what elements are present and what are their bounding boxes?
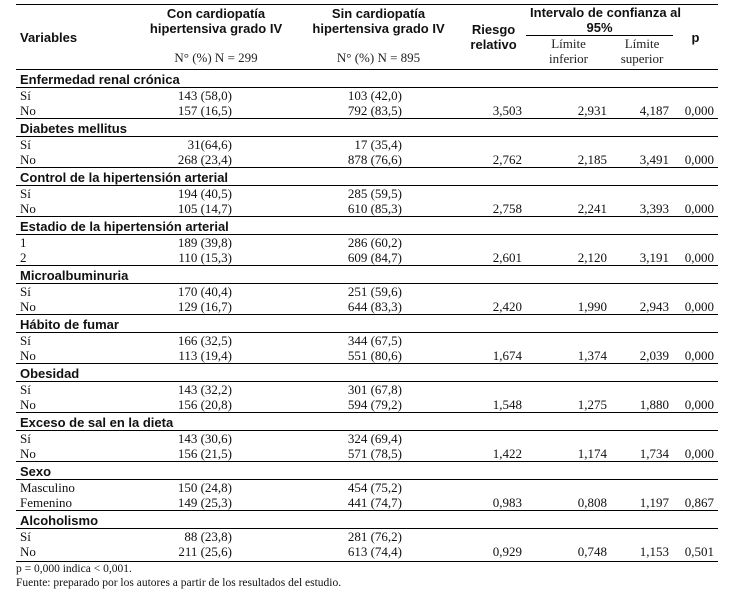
- rr-value: 2,420: [492, 299, 523, 314]
- spacer: [406, 137, 461, 153]
- p-value: 0,000: [684, 446, 715, 461]
- p-value: [673, 88, 718, 104]
- rr-value: [461, 137, 526, 153]
- spacer: [406, 235, 461, 251]
- lower-limit-value: [526, 529, 611, 545]
- table-row: [16, 397, 718, 413]
- spacer: [406, 333, 461, 349]
- header-con-line2: hipertensiva grado IV: [149, 20, 283, 36]
- results-table-container: [16, 4, 718, 590]
- rr-value: 2,762: [492, 152, 523, 167]
- header-ic: [526, 5, 682, 36]
- rr-value: [461, 88, 526, 104]
- table-row: [16, 348, 718, 364]
- con-value: 149 (25,3): [177, 495, 232, 510]
- con-value: 88 (23,8): [184, 529, 232, 544]
- lower-limit-value: [526, 186, 611, 202]
- upper-limit-value: 1,153: [639, 544, 670, 559]
- row-label: No: [20, 397, 36, 412]
- rr-value: 1,548: [492, 397, 523, 412]
- lower-limit-value: 2,931: [577, 103, 608, 118]
- header-sin-line1: Sin cardiopatía: [331, 5, 426, 21]
- spacer: [236, 250, 296, 266]
- spacer: [406, 250, 461, 266]
- spacer: [236, 480, 296, 496]
- sin-value: 644 (83,3): [347, 299, 403, 314]
- spacer: [236, 333, 296, 349]
- row-label: No: [20, 201, 36, 216]
- section-title: Enfermedad renal crónica: [16, 70, 718, 88]
- section-header-row: [16, 70, 718, 88]
- sin-value: 17 (35,4): [354, 137, 403, 152]
- lower-limit-value: [526, 480, 611, 496]
- upper-limit-value: [611, 186, 673, 202]
- p-value: 0,000: [684, 348, 715, 363]
- row-label: No: [20, 103, 36, 118]
- p-value: [673, 382, 718, 398]
- section-header-row: [16, 315, 718, 333]
- upper-limit-value: [611, 333, 673, 349]
- con-value: 166 (32,5): [177, 333, 232, 348]
- spacer: [236, 544, 296, 559]
- rr-value: [461, 284, 526, 300]
- section-title: Control de la hipertensión arterial: [16, 168, 718, 186]
- sin-value: 613 (74,4): [347, 544, 403, 559]
- row-label: No: [20, 544, 36, 559]
- sin-value: 281 (76,2): [347, 529, 403, 544]
- spacer: [236, 348, 296, 364]
- sin-value: 324 (69,4): [347, 431, 403, 446]
- row-label: Sí: [20, 431, 31, 446]
- sin-value: 571 (78,5): [347, 446, 403, 461]
- upper-limit-value: 1,734: [639, 446, 670, 461]
- p-value: 0,000: [684, 201, 715, 216]
- p-value-note: p = 0,000 indica < 0,001.: [16, 563, 132, 575]
- upper-limit-value: 2,943: [639, 299, 670, 314]
- upper-limit-value: [611, 235, 673, 251]
- con-value: 143 (32,2): [177, 382, 232, 397]
- spacer: [236, 88, 296, 104]
- sin-value: 301 (67,8): [347, 382, 403, 397]
- con-value: 31(64,6): [187, 137, 232, 152]
- lower-limit-value: 1,174: [577, 446, 608, 461]
- lower-limit-value: 2,120: [577, 250, 608, 265]
- header-riesgo: [461, 5, 526, 70]
- spacer: [406, 299, 461, 315]
- row-label: Sí: [20, 529, 31, 544]
- table-row: [16, 495, 718, 511]
- row-label: Sí: [20, 137, 31, 152]
- row-label: No: [20, 446, 36, 461]
- sin-value: 551 (80,6): [347, 348, 403, 363]
- header-lim-inf: [526, 36, 611, 70]
- con-value: 113 (19,4): [178, 348, 232, 363]
- section-header-row: [16, 119, 718, 137]
- source-note: Fuente: preparado por los autores a partir de los resultados del estudio.: [16, 577, 342, 589]
- con-value: 170 (40,4): [177, 284, 232, 299]
- lower-limit-value: [526, 431, 611, 447]
- p-value: [673, 284, 718, 300]
- header-lim-inf-line1: Límite: [551, 36, 586, 51]
- header-con-line1: Con cardiopatía: [166, 5, 266, 21]
- upper-limit-value: 3,191: [639, 250, 670, 265]
- p-value: 0,000: [684, 152, 715, 167]
- section-header-row: [16, 462, 718, 480]
- spacer: [406, 431, 461, 447]
- upper-limit-value: [611, 382, 673, 398]
- section-header-row: [16, 413, 718, 431]
- con-value: 110 (15,3): [178, 250, 232, 265]
- lower-limit-value: 0,748: [577, 544, 608, 559]
- p-value: 0,000: [684, 299, 715, 314]
- con-value: 143 (30,6): [177, 431, 232, 446]
- rr-value: 0,983: [492, 495, 523, 510]
- table-row: [16, 186, 718, 202]
- table-row: [16, 529, 718, 545]
- rr-value: 3,503: [492, 103, 523, 118]
- section-title: Hábito de fumar: [16, 315, 718, 333]
- header-riesgo-line1: Riesgo: [471, 22, 516, 37]
- rr-value: [461, 480, 526, 496]
- header-p: p: [673, 5, 718, 70]
- rr-value: 0,929: [492, 544, 523, 559]
- spacer: [406, 397, 461, 413]
- spacer: [236, 529, 296, 545]
- table-row: [16, 103, 718, 119]
- spacer: [406, 103, 461, 119]
- p-value: [673, 235, 718, 251]
- p-value: 0,867: [684, 495, 715, 510]
- lower-limit-value: [526, 333, 611, 349]
- row-label: No: [20, 152, 36, 167]
- spacer: [236, 152, 296, 168]
- row-label: 1: [20, 235, 27, 250]
- sin-value: 878 (76,6): [347, 152, 403, 167]
- p-value: [673, 480, 718, 496]
- risk-factors-table: [16, 4, 718, 559]
- upper-limit-value: 3,393: [639, 201, 670, 216]
- p-value: [673, 186, 718, 202]
- lower-limit-value: [526, 137, 611, 153]
- lower-limit-value: 1,990: [577, 299, 608, 314]
- upper-limit-value: [611, 88, 673, 104]
- con-value: 268 (23,4): [177, 152, 232, 167]
- section-title: Alcoholismo: [16, 511, 718, 529]
- section-title: Diabetes mellitus: [16, 119, 718, 137]
- con-value: 156 (20,8): [177, 397, 232, 412]
- sin-value: 344 (67,5): [347, 333, 403, 348]
- con-value: 156 (21,5): [177, 446, 232, 461]
- con-value: 129 (16,7): [177, 299, 232, 314]
- spacer: [236, 397, 296, 413]
- spacer: [236, 382, 296, 398]
- p-value: 0,000: [684, 103, 715, 118]
- header-con: [136, 5, 296, 36]
- row-label: 2: [20, 250, 27, 265]
- spacer: [406, 152, 461, 168]
- section-header-row: [16, 217, 718, 235]
- p-value: [673, 137, 718, 153]
- section-title: Sexo: [16, 462, 718, 480]
- lower-limit-value: 2,185: [577, 152, 608, 167]
- rr-value: 2,601: [492, 250, 523, 265]
- table-row: [16, 480, 718, 496]
- sin-value: 454 (75,2): [347, 480, 403, 495]
- upper-limit-value: [611, 529, 673, 545]
- upper-limit-value: [611, 284, 673, 300]
- upper-limit-value: 3,491: [639, 152, 670, 167]
- spacer: [406, 446, 461, 462]
- upper-limit-value: 4,187: [639, 103, 670, 118]
- con-value: 143 (58,0): [177, 88, 232, 103]
- spacer: [406, 186, 461, 202]
- header-lim-inf-line2: inferior: [549, 51, 589, 66]
- table-row: [16, 137, 718, 153]
- table-row: [16, 544, 718, 559]
- header-sin-n: N° (%) N = 895: [336, 50, 421, 65]
- lower-limit-value: 0,808: [577, 495, 608, 510]
- sin-value: 251 (59,6): [347, 284, 403, 299]
- spacer: [406, 88, 461, 104]
- rr-value: [461, 529, 526, 545]
- header-con-n: N° (%) N = 299: [174, 50, 258, 65]
- sin-value: 792 (83,5): [347, 103, 403, 118]
- spacer: [406, 348, 461, 364]
- row-label: Masculino: [20, 480, 75, 495]
- header-ic-line1: Intervalo de confianza al: [530, 5, 682, 20]
- header-sin-line2: hipertensiva grado IV: [312, 20, 445, 36]
- upper-limit-value: 1,197: [639, 495, 670, 510]
- section-header-row: [16, 511, 718, 529]
- spacer: [406, 382, 461, 398]
- sin-value: 285 (59,5): [347, 186, 403, 201]
- section-title: Microalbuminuria: [16, 266, 718, 284]
- spacer: [406, 544, 461, 559]
- con-value: 150 (24,8): [177, 480, 232, 495]
- sin-value: 610 (85,3): [347, 201, 403, 216]
- table-row: [16, 88, 718, 104]
- row-label: Sí: [20, 284, 31, 299]
- lower-limit-value: 1,275: [577, 397, 608, 412]
- header-lim-sup-line2: superior: [620, 51, 664, 66]
- section-header-row: [16, 364, 718, 382]
- row-label: Sí: [20, 186, 31, 201]
- section-title: Obesidad: [16, 364, 718, 382]
- lower-limit-value: 1,374: [577, 348, 608, 363]
- table-notes: [16, 561, 718, 590]
- con-value: 189 (39,8): [177, 235, 232, 250]
- table-row: [16, 284, 718, 300]
- header-ic-line2: 95%: [586, 20, 613, 35]
- row-label: No: [20, 348, 36, 363]
- table-row: [16, 446, 718, 462]
- rr-value: 1,422: [492, 446, 523, 461]
- sin-value: 286 (60,2): [347, 235, 403, 250]
- upper-limit-value: 2,039: [639, 348, 670, 363]
- con-value: 157 (16,5): [177, 103, 232, 118]
- table-row: [16, 152, 718, 168]
- sin-value: 594 (79,2): [347, 397, 403, 412]
- sin-value: 609 (84,7): [347, 250, 403, 265]
- row-label: Femenino: [20, 495, 72, 510]
- rr-value: [461, 235, 526, 251]
- rr-value: [461, 382, 526, 398]
- lower-limit-value: [526, 382, 611, 398]
- p-value: 0,000: [684, 397, 715, 412]
- upper-limit-value: [611, 137, 673, 153]
- row-label: Sí: [20, 382, 31, 397]
- table-row: [16, 201, 718, 217]
- spacer: [236, 284, 296, 300]
- p-value: [673, 431, 718, 447]
- table-row: [16, 382, 718, 398]
- spacer: [236, 103, 296, 119]
- table-row: [16, 235, 718, 251]
- header-lim-sup: [611, 36, 673, 70]
- spacer: [236, 446, 296, 462]
- spacer: [406, 529, 461, 545]
- header-riesgo-line2: relativo: [470, 37, 517, 52]
- spacer: [236, 201, 296, 217]
- p-value: [673, 333, 718, 349]
- row-label: Sí: [20, 88, 31, 103]
- spacer: [406, 284, 461, 300]
- spacer: [236, 137, 296, 153]
- table-row: [16, 299, 718, 315]
- rr-value: [461, 431, 526, 447]
- row-label: No: [20, 299, 36, 314]
- spacer: [236, 431, 296, 447]
- lower-limit-value: [526, 88, 611, 104]
- table-body: [16, 70, 718, 560]
- rr-value: 2,758: [492, 201, 523, 216]
- spacer: [406, 495, 461, 511]
- p-value: 0,000: [684, 250, 715, 265]
- upper-limit-value: [611, 480, 673, 496]
- upper-limit-value: [611, 431, 673, 447]
- section-title: Estadio de la hipertensión arterial: [16, 217, 718, 235]
- table-row: [16, 333, 718, 349]
- upper-limit-value: 1,880: [639, 397, 670, 412]
- header-variables: Variables: [16, 5, 136, 70]
- table-row: [16, 250, 718, 266]
- rr-value: [461, 333, 526, 349]
- table-row: [16, 431, 718, 447]
- con-value: 194 (40,5): [177, 186, 232, 201]
- rr-value: [461, 186, 526, 202]
- spacer: [236, 235, 296, 251]
- row-label: Sí: [20, 333, 31, 348]
- rr-value: 1,674: [492, 348, 523, 363]
- spacer: [236, 495, 296, 511]
- con-value: 211 (25,6): [178, 544, 232, 559]
- spacer: [406, 201, 461, 217]
- lower-limit-value: [526, 284, 611, 300]
- spacer: [406, 480, 461, 496]
- p-value: 0,501: [684, 544, 715, 559]
- sin-value: 103 (42,0): [347, 88, 403, 103]
- header-lim-sup-line1: Límite: [624, 36, 660, 51]
- sin-value: 441 (74,7): [347, 495, 403, 510]
- p-value: [673, 529, 718, 545]
- spacer: [236, 299, 296, 315]
- con-value: 105 (14,7): [177, 201, 232, 216]
- section-header-row: [16, 168, 718, 186]
- spacer: [236, 186, 296, 202]
- section-title: Exceso de sal en la dieta: [16, 413, 718, 431]
- lower-limit-value: [526, 235, 611, 251]
- lower-limit-value: 2,241: [577, 201, 608, 216]
- header-sin: [296, 5, 461, 36]
- section-header-row: [16, 266, 718, 284]
